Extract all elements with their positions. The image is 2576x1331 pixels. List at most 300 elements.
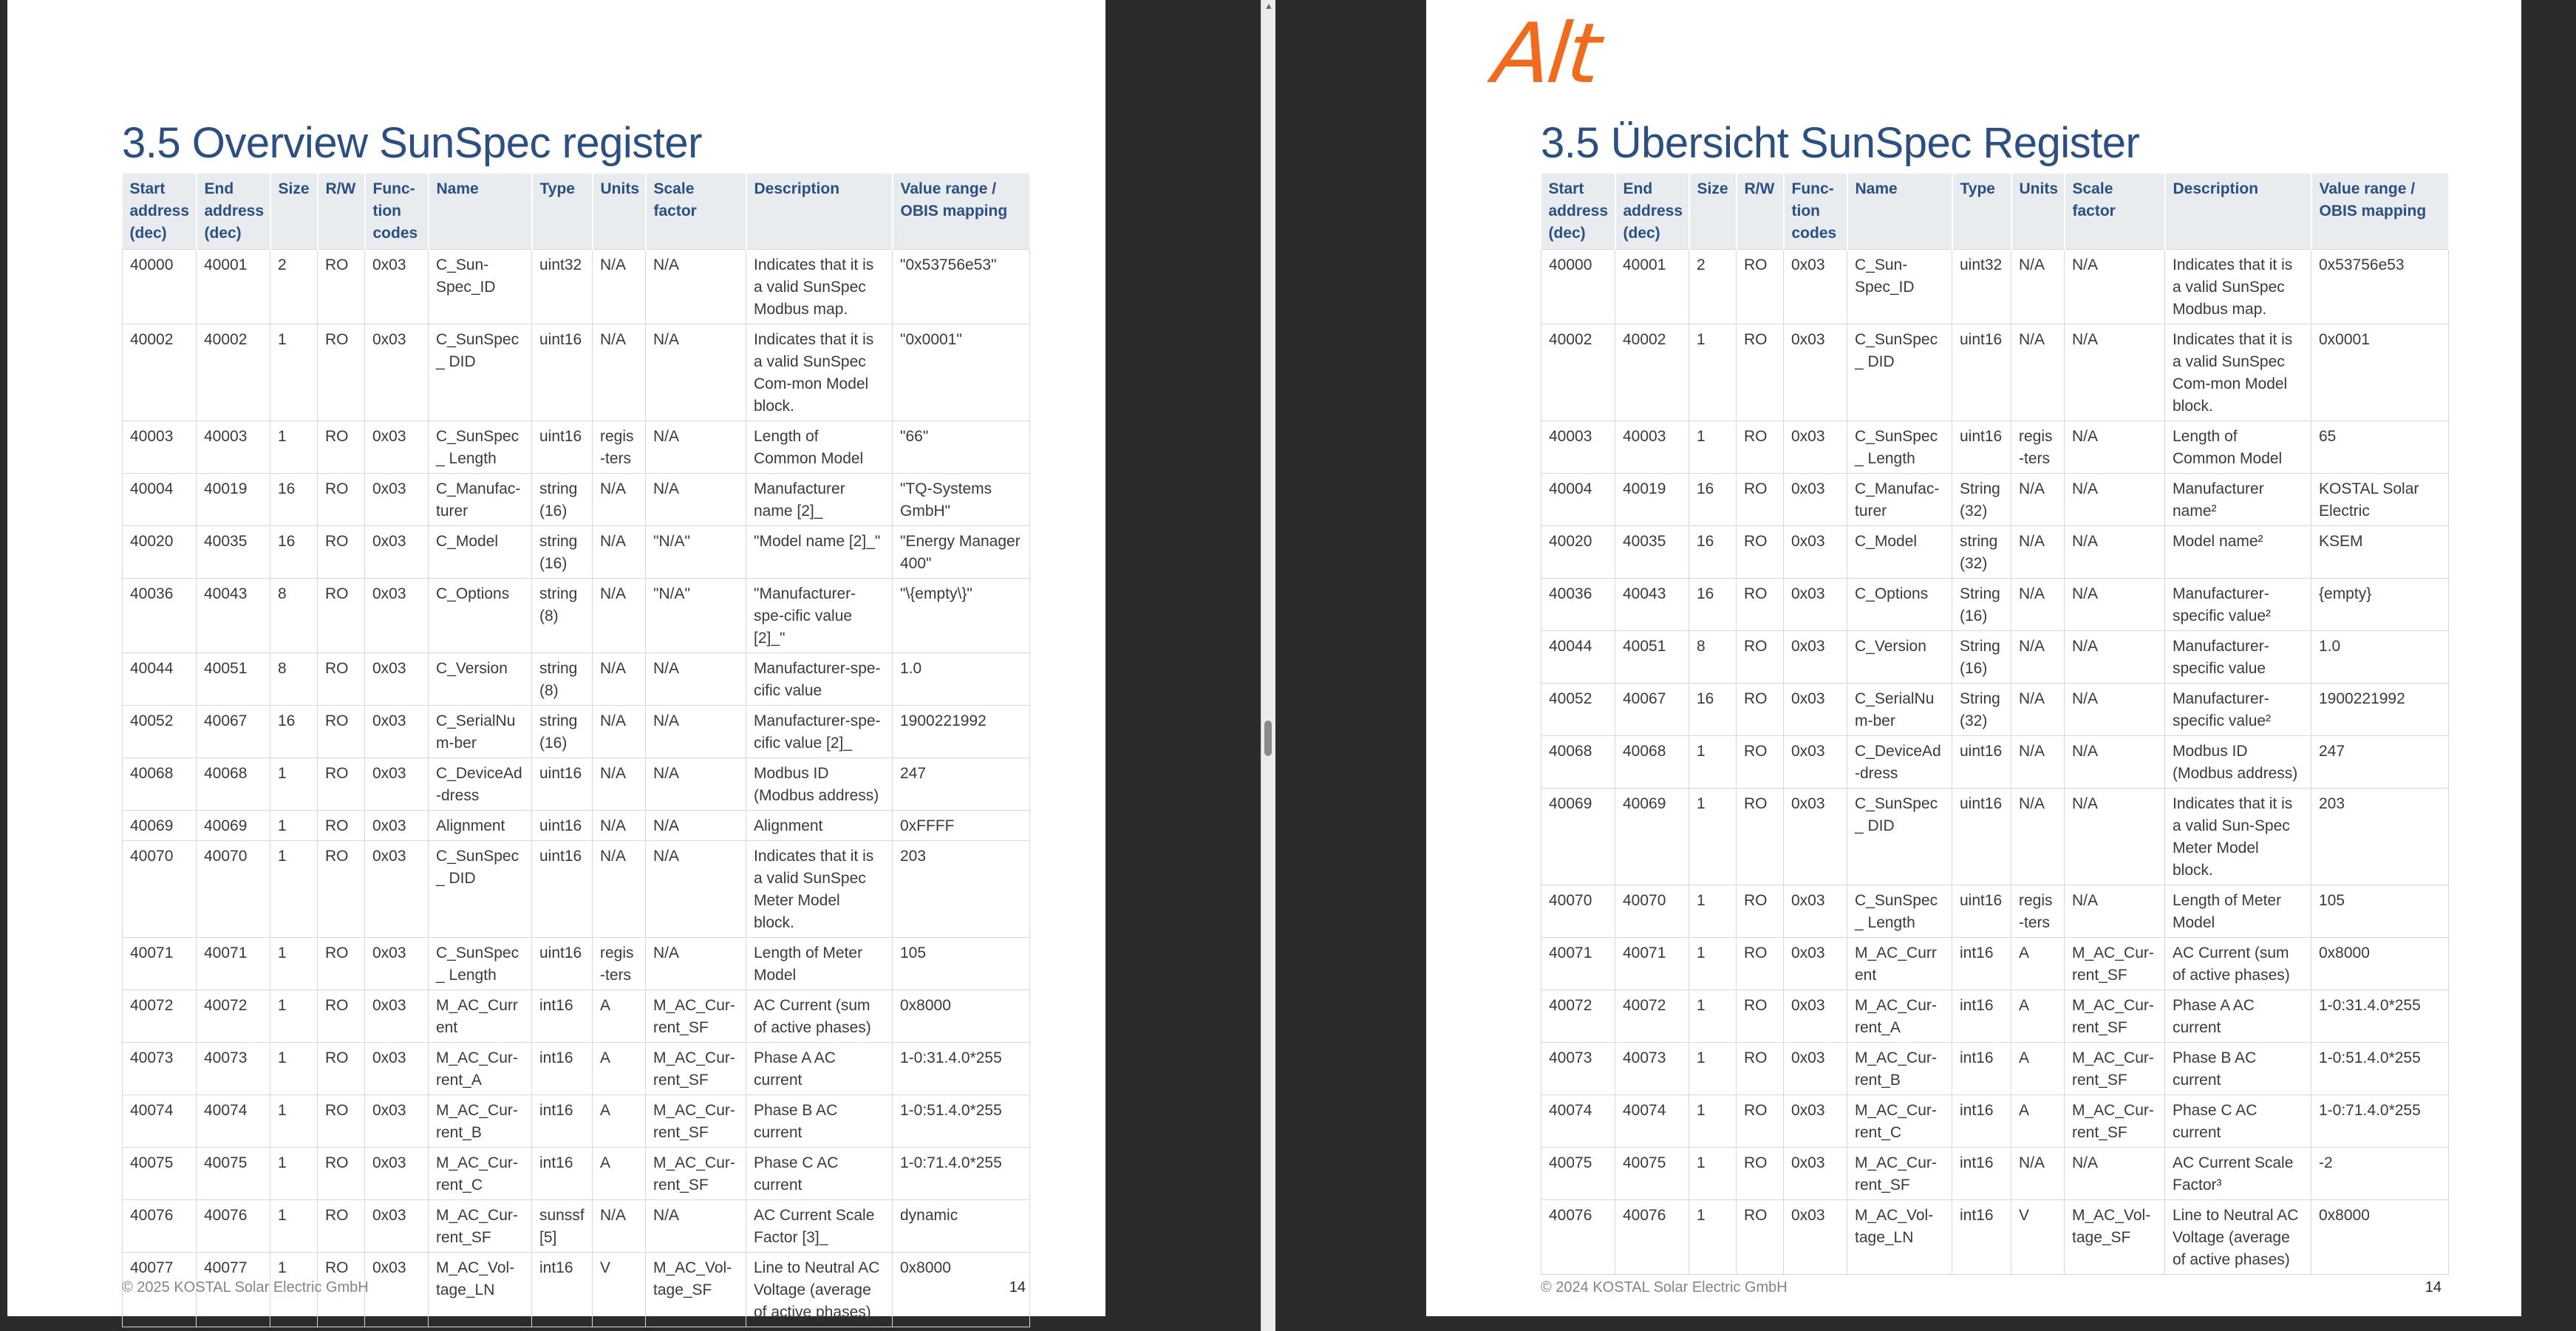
table-cell: N/A (2011, 789, 2065, 885)
table-cell: Indicates that it is a valid SunSpec Com-mon Model block. (2165, 324, 2311, 421)
table-cell: N/A (646, 938, 746, 990)
table-cell: A (2011, 1043, 2065, 1095)
table-cell: 8 (270, 653, 318, 706)
table-cell: 0x03 (365, 1095, 429, 1148)
table-cell: RO (318, 1095, 365, 1148)
table-row (1541, 421, 2449, 474)
page-title: 3.5 Overview SunSpec register (122, 119, 702, 167)
table-cell: 40020 (1541, 526, 1615, 579)
table-cell: uint16 (532, 324, 593, 421)
table-cell: 0x03 (365, 706, 429, 758)
table-cell: M_AC_Cur-rent_SF (2065, 1095, 2165, 1148)
table-cell: int16 (1952, 1095, 2011, 1148)
table-cell: C_SunSpec_ Length (429, 938, 532, 990)
table-cell: 1 (270, 758, 318, 811)
table-cell: uint16 (1952, 789, 2011, 885)
table-cell: 1 (1689, 421, 1737, 474)
table-cell: M_AC_Cur-rent_B (1847, 1043, 1952, 1095)
table-cell: uint32 (532, 250, 593, 324)
table-cell: RO (1737, 526, 1784, 579)
table-cell: 40071 (197, 938, 270, 990)
table-cell: C_Version (1847, 631, 1952, 684)
splitter-handle[interactable] (1264, 721, 1272, 756)
table-cell: Modbus ID (Modbus address) (746, 758, 893, 811)
table-cell: regis-ters (2011, 885, 2065, 938)
table-cell: 1 (270, 324, 318, 421)
table-cell: 1 (1689, 938, 1737, 990)
table-cell: "TQ-Systems GmbH" (893, 474, 1030, 526)
table-row (1541, 684, 2449, 736)
table-cell: 40076 (1541, 1200, 1615, 1275)
table-cell: N/A (646, 324, 746, 421)
table-cell: RO (318, 653, 365, 706)
table-cell: RO (1737, 474, 1784, 526)
table-cell: 0x03 (365, 1148, 429, 1200)
table-cell: Manufacturer name² (2165, 474, 2311, 526)
table-cell: 40043 (197, 579, 270, 653)
table-cell: RO (1737, 1095, 1784, 1148)
table-cell: M_AC_Cur-rent_C (1847, 1095, 1952, 1148)
table-cell: RO (318, 1200, 365, 1253)
column-header: Value range / OBIS mapping (893, 174, 1030, 250)
table-cell: 40068 (123, 758, 197, 811)
table-cell: Length of Meter Model (746, 938, 893, 990)
table-cell: 1 (1689, 1043, 1737, 1095)
table-cell: uint16 (532, 841, 593, 938)
table-cell: 40074 (1615, 1095, 1689, 1148)
table-cell: RO (318, 474, 365, 526)
table-cell: regis-ters (593, 421, 646, 474)
table-cell: 16 (1689, 474, 1737, 526)
table-cell: V (593, 1253, 646, 1327)
table-cell: M_AC_Vol-tage_LN (1847, 1200, 1952, 1275)
table-cell: Length of Common Model (746, 421, 893, 474)
table-cell: 40077 (123, 1253, 197, 1327)
table-row (123, 938, 1030, 990)
table-cell: 40075 (1615, 1148, 1689, 1200)
column-header: R/W (1737, 174, 1784, 250)
table-cell: 1.0 (893, 653, 1030, 706)
table-cell: 16 (270, 526, 318, 579)
table-cell: M_AC_Vol-tage_LN (429, 1253, 532, 1327)
table-cell: C_SunSpec_ Length (1847, 421, 1952, 474)
table-cell: Indicates that it is a valid Sun-Spec Meter Model block. (2165, 789, 2311, 885)
table-cell: A (593, 1095, 646, 1148)
table-row (1541, 789, 2449, 885)
table-cell: 1 (1689, 1148, 1737, 1200)
table-cell: N/A (2011, 736, 2065, 789)
scroll-up-arrow-icon[interactable]: ▲ (1264, 1, 1273, 11)
table-row (123, 706, 1030, 758)
table-cell: 40072 (1615, 990, 1689, 1043)
table-cell: int16 (1952, 990, 2011, 1043)
table-row (1541, 1095, 2449, 1148)
table-cell: 40073 (123, 1043, 197, 1095)
table-cell: 40036 (1541, 579, 1615, 631)
table-cell: AC Current Scale Factor [3]_ (746, 1200, 893, 1253)
table-row (1541, 526, 2449, 579)
table-cell: M_AC_Cur-rent_SF (646, 990, 746, 1043)
pane-splitter[interactable] (1261, 0, 1277, 1331)
table-cell: "0x53756e53" (893, 250, 1030, 324)
column-header: Name (429, 174, 532, 250)
table-cell: 0x03 (365, 526, 429, 579)
table-row (123, 990, 1030, 1043)
table-cell: M_AC_Cur-rent_SF (646, 1148, 746, 1200)
table-cell: RO (1737, 250, 1784, 324)
table-cell: RO (1737, 1200, 1784, 1275)
table-cell: 40044 (123, 653, 197, 706)
column-header: End address (dec) (1615, 174, 1689, 250)
table-cell: 0x03 (1784, 1043, 1847, 1095)
table-cell: 0x03 (365, 841, 429, 938)
table-cell: C_SunSpec_ Length (429, 421, 532, 474)
table-cell: 1 (270, 1253, 318, 1327)
column-header: Value range / OBIS mapping (2311, 174, 2449, 250)
table-row (1541, 938, 2449, 990)
table-cell: 40019 (197, 474, 270, 526)
table-cell: 40070 (123, 841, 197, 938)
table-cell: 1-0:71.4.0*255 (2311, 1095, 2449, 1148)
table-cell: 40004 (1541, 474, 1615, 526)
sunspec-register-table (1541, 174, 2450, 1275)
table-cell: 40075 (123, 1148, 197, 1200)
table-cell: 40069 (1615, 789, 1689, 885)
table-cell: M_AC_Current (1847, 938, 1952, 990)
table-row (1541, 990, 2449, 1043)
table-header-row (1541, 174, 2449, 250)
table-cell: 16 (1689, 526, 1737, 579)
table-cell: KSEM (2311, 526, 2449, 579)
table-cell: RO (1737, 789, 1784, 885)
table-cell: AC Current (sum of active phases) (2165, 938, 2311, 990)
table-cell: Manufacturer-specific value² (2165, 684, 2311, 736)
table-cell: RO (1737, 736, 1784, 789)
table-row (123, 324, 1030, 421)
table-cell: N/A (2065, 885, 2165, 938)
table-cell: 1 (270, 1043, 318, 1095)
table-cell: RO (1737, 684, 1784, 736)
table-cell: 0x8000 (893, 1253, 1030, 1327)
table-cell: 1-0:51.4.0*255 (2311, 1043, 2449, 1095)
table-cell: int16 (532, 1253, 593, 1327)
table-cell: 40035 (1615, 526, 1689, 579)
table-cell: 40073 (1615, 1043, 1689, 1095)
table-row (123, 579, 1030, 653)
table-cell: 247 (893, 758, 1030, 811)
table-cell: RO (318, 579, 365, 653)
table-cell: M_AC_Cur-rent_A (1847, 990, 1952, 1043)
table-cell: 0x03 (365, 758, 429, 811)
table-cell: N/A (2011, 324, 2065, 421)
table-cell: M_AC_Cur-rent_SF (646, 1043, 746, 1095)
table-cell: 105 (893, 938, 1030, 990)
table-cell: 0x03 (1784, 990, 1847, 1043)
table-cell: C_SunSpec_ DID (429, 324, 532, 421)
table-cell: C_Options (429, 579, 532, 653)
table-cell: AC Current Scale Factor³ (2165, 1148, 2311, 1200)
table-row (123, 1095, 1030, 1148)
table-cell: Manufacturer-specific value (2165, 631, 2311, 684)
table-cell: C_Options (1847, 579, 1952, 631)
table-cell: N/A (646, 421, 746, 474)
table-cell: N/A (2065, 526, 2165, 579)
table-cell: 1.0 (2311, 631, 2449, 684)
table-cell: 40069 (197, 811, 270, 841)
table-cell: 0x03 (1784, 1148, 1847, 1200)
table-row (123, 526, 1030, 579)
table-row (1541, 579, 2449, 631)
table-cell: C_Manufac-turer (429, 474, 532, 526)
table-cell: "66" (893, 421, 1030, 474)
table-cell: 0x03 (365, 474, 429, 526)
table-cell: Phase C AC current (2165, 1095, 2311, 1148)
table-cell: 1900221992 (2311, 684, 2449, 736)
table-cell: A (593, 990, 646, 1043)
table-cell: Line to Neutral AC Voltage (average of active phases) (2165, 1200, 2311, 1275)
table-row (123, 758, 1030, 811)
table-cell: A (2011, 1095, 2065, 1148)
column-header: Scale factor (646, 174, 746, 250)
table-cell: N/A (646, 474, 746, 526)
table-cell: RO (318, 1253, 365, 1327)
table-cell: Phase B AC current (2165, 1043, 2311, 1095)
table-cell: V (2011, 1200, 2065, 1275)
table-cell: RO (318, 421, 365, 474)
table-cell: 0x03 (1784, 421, 1847, 474)
table-cell: C_SerialNum-ber (1847, 684, 1952, 736)
table-cell: RO (318, 250, 365, 324)
table-cell: N/A (2065, 324, 2165, 421)
table-cell: 16 (1689, 684, 1737, 736)
table-cell: 40051 (197, 653, 270, 706)
table-cell: N/A (593, 324, 646, 421)
table-cell: String (32) (1952, 684, 2011, 736)
table-cell: M_AC_Cur-rent_SF (429, 1200, 532, 1253)
table-cell: "0x0001" (893, 324, 1030, 421)
table-cell: RO (1737, 938, 1784, 990)
table-row (1541, 885, 2449, 938)
table-cell: N/A (593, 250, 646, 324)
table-cell: N/A (646, 841, 746, 938)
table-cell: 40074 (197, 1095, 270, 1148)
table-cell: 40068 (1615, 736, 1689, 789)
table-cell: 1-0:71.4.0*255 (893, 1148, 1030, 1200)
table-cell: String (16) (1952, 579, 2011, 631)
table-cell: C_Manufac-turer (1847, 474, 1952, 526)
table-cell: AC Current (sum of active phases) (746, 990, 893, 1043)
page-title: 3.5 Übersicht SunSpec Register (1541, 119, 2140, 167)
table-cell: "N/A" (646, 579, 746, 653)
table-cell: 40071 (123, 938, 197, 990)
table-cell: 0x03 (1784, 938, 1847, 990)
table-cell: 203 (893, 841, 1030, 938)
table-cell: N/A (593, 706, 646, 758)
table-cell: N/A (2065, 631, 2165, 684)
table-cell: N/A (2065, 1148, 2165, 1200)
table-cell: 40004 (123, 474, 197, 526)
table-row (1541, 474, 2449, 526)
table-row (123, 841, 1030, 938)
table-cell: C_SunSpec_ DID (1847, 789, 1952, 885)
table-cell: M_AC_Cur-rent_A (429, 1043, 532, 1095)
table-row (1541, 736, 2449, 789)
column-header: Description (2165, 174, 2311, 250)
table-cell: "Energy Manager 400" (893, 526, 1030, 579)
table-cell: uint32 (1952, 250, 2011, 324)
table-cell: 1900221992 (893, 706, 1030, 758)
table-cell: C_Sun-Spec_ID (429, 250, 532, 324)
table-cell: 40002 (1541, 324, 1615, 421)
table-cell: N/A (2011, 526, 2065, 579)
table-cell: int16 (532, 1148, 593, 1200)
table-cell: 16 (270, 706, 318, 758)
table-cell: M_AC_Cur-rent_C (429, 1148, 532, 1200)
table-cell: RO (318, 1043, 365, 1095)
table-cell: 40073 (1541, 1043, 1615, 1095)
table-cell: 8 (270, 579, 318, 653)
table-cell: RO (318, 758, 365, 811)
table-cell: "Model name [2]_" (746, 526, 893, 579)
table-cell: 0x03 (365, 938, 429, 990)
table-cell: 40020 (123, 526, 197, 579)
table-cell: 105 (2311, 885, 2449, 938)
table-cell: KOSTAL Solar Electric (2311, 474, 2449, 526)
table-row (1541, 1200, 2449, 1275)
table-cell: 40003 (1615, 421, 1689, 474)
table-cell: Indicates that it is a valid SunSpec Modbus map. (2165, 250, 2311, 324)
column-header: Size (1689, 174, 1737, 250)
table-cell: RO (1737, 324, 1784, 421)
table-cell: N/A (2065, 579, 2165, 631)
table-cell: 0x03 (365, 653, 429, 706)
table-cell: uint16 (1952, 324, 2011, 421)
table-cell: M_AC_Cur-rent_SF (2065, 1043, 2165, 1095)
column-header: Type (1952, 174, 2011, 250)
table-cell: N/A (646, 250, 746, 324)
table-cell: 40073 (197, 1043, 270, 1095)
table-cell: 16 (270, 474, 318, 526)
table-cell: RO (318, 706, 365, 758)
table-cell: 40072 (197, 990, 270, 1043)
table-cell: 1-0:51.4.0*255 (893, 1095, 1030, 1148)
table-cell: N/A (593, 653, 646, 706)
table-cell: 2 (1689, 250, 1737, 324)
table-cell: A (2011, 990, 2065, 1043)
table-cell: 40076 (197, 1200, 270, 1253)
table-cell: string (16) (532, 474, 593, 526)
table-cell: 0x03 (365, 1200, 429, 1253)
table-row (123, 250, 1030, 324)
table-cell: 40002 (197, 324, 270, 421)
column-header: Func-tion codes (1784, 174, 1847, 250)
table-cell: 1 (270, 841, 318, 938)
table-cell: 40076 (123, 1200, 197, 1253)
table-cell: N/A (2065, 474, 2165, 526)
table-cell: 0x03 (1784, 1200, 1847, 1275)
table-cell: N/A (646, 758, 746, 811)
table-cell: Phase C AC current (746, 1148, 893, 1200)
table-cell: RO (1737, 631, 1784, 684)
table-cell: uint16 (532, 811, 593, 841)
table-cell: Manufacturer-spe-cific value [2]_ (746, 706, 893, 758)
table-cell: N/A (2011, 1148, 2065, 1200)
table-cell: 1 (1689, 1095, 1737, 1148)
table-cell: Indicates that it is a valid SunSpec Modbus map. (746, 250, 893, 324)
table-cell: 40052 (1541, 684, 1615, 736)
table-cell: 40067 (197, 706, 270, 758)
table-cell: Indicates that it is a valid SunSpec Meter Model block. (746, 841, 893, 938)
table-cell: 1-0:31.4.0*255 (893, 1043, 1030, 1095)
table-row (1541, 1043, 2449, 1095)
table-cell: M_AC_Cur-rent_SF (646, 1095, 746, 1148)
table-cell: C_SunSpec_ Length (1847, 885, 1952, 938)
sunspec-register-table (122, 174, 1031, 1327)
table-cell: 40001 (1615, 250, 1689, 324)
table-cell: N/A (646, 706, 746, 758)
table-cell: C_DeviceAd-dress (1847, 736, 1952, 789)
table-cell: string (8) (532, 579, 593, 653)
table-cell: regis-ters (593, 938, 646, 990)
left-page (7, 0, 1105, 1321)
table-cell: 0x8000 (2311, 938, 2449, 990)
table-cell: 1 (1689, 324, 1737, 421)
table-cell: N/A (2011, 579, 2065, 631)
table-cell: Modbus ID (Modbus address) (2165, 736, 2311, 789)
table-cell: 1 (1689, 990, 1737, 1043)
table-cell: N/A (593, 811, 646, 841)
table-cell: RO (1737, 579, 1784, 631)
column-header: Units (2011, 174, 2065, 250)
table-cell: 40003 (1541, 421, 1615, 474)
table-cell: 40070 (197, 841, 270, 938)
table-cell: Manufacturer name [2]_ (746, 474, 893, 526)
table-cell: 247 (2311, 736, 2449, 789)
table-cell: Model name² (2165, 526, 2311, 579)
table-cell: M_AC_Vol-tage_SF (646, 1253, 746, 1327)
table-cell: RO (318, 990, 365, 1043)
column-header: Scale factor (2065, 174, 2165, 250)
table-row (1541, 250, 2449, 324)
table-cell: 40071 (1541, 938, 1615, 990)
table-cell: N/A (2065, 684, 2165, 736)
table-cell: N/A (593, 841, 646, 938)
table-cell: 0x03 (1784, 579, 1847, 631)
table-cell: 1 (1689, 789, 1737, 885)
table-cell: M_AC_Vol-tage_SF (2065, 1200, 2165, 1275)
footer-copyright: © 2024 KOSTAL Solar Electric GmbH (1541, 1279, 1788, 1296)
table-cell: 1 (1689, 885, 1737, 938)
table-cell: 0x03 (1784, 736, 1847, 789)
table-cell: 40072 (123, 990, 197, 1043)
table-cell: RO (1737, 1148, 1784, 1200)
table-cell: RO (318, 1148, 365, 1200)
table-row (1541, 1148, 2449, 1200)
table-cell: RO (1737, 885, 1784, 938)
table-cell: N/A (593, 474, 646, 526)
table-cell: 1-0:31.4.0*255 (2311, 990, 2449, 1043)
table-cell: int16 (1952, 1148, 2011, 1200)
table-cell: RO (318, 841, 365, 938)
table-header-row (123, 174, 1030, 250)
table-cell: RO (1737, 990, 1784, 1043)
table-cell: A (593, 1148, 646, 1200)
column-header: Size (270, 174, 318, 250)
table-cell: Manufacturer-spe-cific value (746, 653, 893, 706)
footer-copyright: © 2025 KOSTAL Solar Electric GmbH (122, 1279, 369, 1296)
table-cell: N/A (2065, 736, 2165, 789)
table-cell: 1 (270, 1095, 318, 1148)
